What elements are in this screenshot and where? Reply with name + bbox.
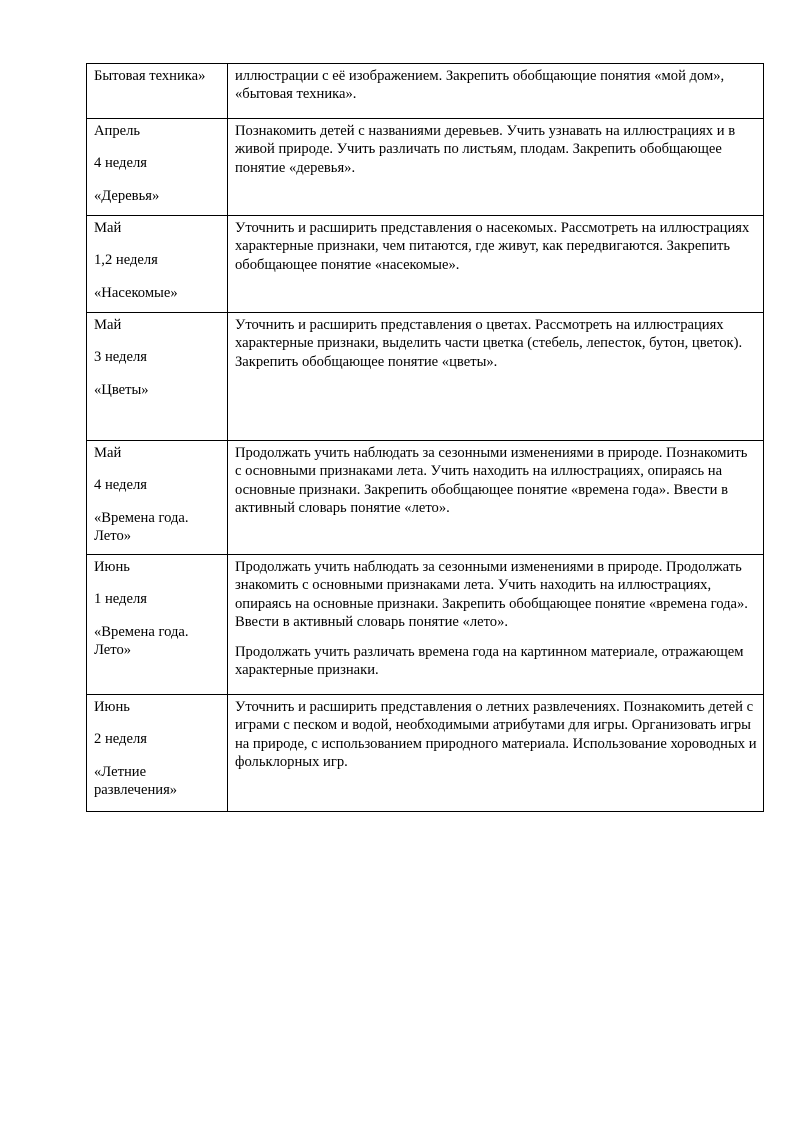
content-cell	[228, 555, 764, 695]
topic-title: «Времена года. Лето»	[94, 509, 189, 544]
topic-cell	[87, 555, 228, 695]
content-cell	[228, 313, 764, 441]
week-label: 2 неделя	[94, 731, 147, 748]
week-label: 1,2 неделя	[94, 252, 158, 269]
month-label: Май	[94, 317, 122, 333]
month-label: Май	[94, 445, 122, 461]
week-label: 3 неделя	[94, 349, 147, 366]
topic-cell	[87, 216, 228, 313]
week-label: 4 неделя	[94, 477, 147, 494]
content-cell	[228, 695, 764, 812]
table-row	[87, 555, 764, 695]
week-label: 4 неделя	[94, 155, 147, 172]
month-label: Май	[94, 220, 122, 236]
topic-title: «Насекомые»	[94, 284, 178, 301]
content-text: Продолжать учить наблюдать за сезонными изменениями в природе. Продолжать знакомить с основными признаками лета. Учить находить на иллюстрациях, опираясь на основные признаки. Закрепить обобщающее понятие «времена года». Ввести в активный словарь понятие «лето».	[235, 559, 748, 630]
content-text: иллюстрации с её изображением. Закрепить обобщающие понятия «мой дом», «бытовая техника».	[235, 68, 725, 103]
topic-cell	[87, 313, 228, 441]
topic-cell	[87, 119, 228, 216]
month-label: Июнь	[94, 699, 130, 715]
topic-cell	[87, 695, 228, 812]
topic-title: «Летние развлечения»	[94, 763, 178, 798]
content-text: Уточнить и расширить представления о летних развлечениях. Познакомить детей с играми с песком и водой, необходимыми атрибутами для игры. Организовать игры на природе, с использованием природного материала. Использование хороводных и фольклорных игр.	[235, 699, 757, 770]
topic-title: «Цветы»	[94, 381, 149, 398]
content-text: Продолжать учить наблюдать за сезонными изменениями в природе. Познакомить с основными признаками лета. Учить находить на иллюстрациях, опираясь на основные признаки. Закрепить обобщающее понятие «времена года». Ввести в активный словарь понятие «лето».	[235, 445, 748, 516]
content-cell	[228, 119, 764, 216]
content-text: Уточнить и расширить представления о насекомых. Рассмотреть на иллюстрациях характерные признаки, чем питаются, где живут, как передвигаются. Закрепить обобщающее понятие «насекомые».	[235, 220, 750, 273]
content-cell	[228, 64, 764, 119]
table-row	[87, 64, 764, 119]
month-label: Июнь	[94, 559, 130, 575]
plan-table	[86, 63, 764, 812]
table-row	[87, 441, 764, 555]
table-row	[87, 119, 764, 216]
content-text: Познакомить детей с названиями деревьев. Учить узнавать на иллюстрациях и в живой природе. Учить различать по листьям, плодам. Закрепить обобщающее понятие «деревья».	[235, 123, 736, 176]
table-row	[87, 695, 764, 812]
content-text: Уточнить и расширить представления о цветах. Рассмотреть на иллюстрациях характерные признаки, выделить части цветка (стебель, лепесток, бутон, цветок). Закрепить обобщающее понятие «цветы».	[235, 317, 743, 370]
table-row	[87, 313, 764, 441]
table-row	[87, 216, 764, 313]
content-text-extra: Продолжать учить различать времена года на картинном материале, отражающем характерные признаки.	[235, 644, 744, 679]
content-cell	[228, 441, 764, 555]
month-label: Апрель	[94, 123, 141, 139]
topic-cell	[87, 64, 228, 119]
topic-title: «Времена года. Лето»	[94, 623, 189, 658]
topic-cell	[87, 441, 228, 555]
topic-title: «Деревья»	[94, 187, 160, 204]
content-cell	[228, 216, 764, 313]
week-label: 1 неделя	[94, 591, 147, 608]
topic-text: Бытовая техника»	[94, 68, 206, 84]
